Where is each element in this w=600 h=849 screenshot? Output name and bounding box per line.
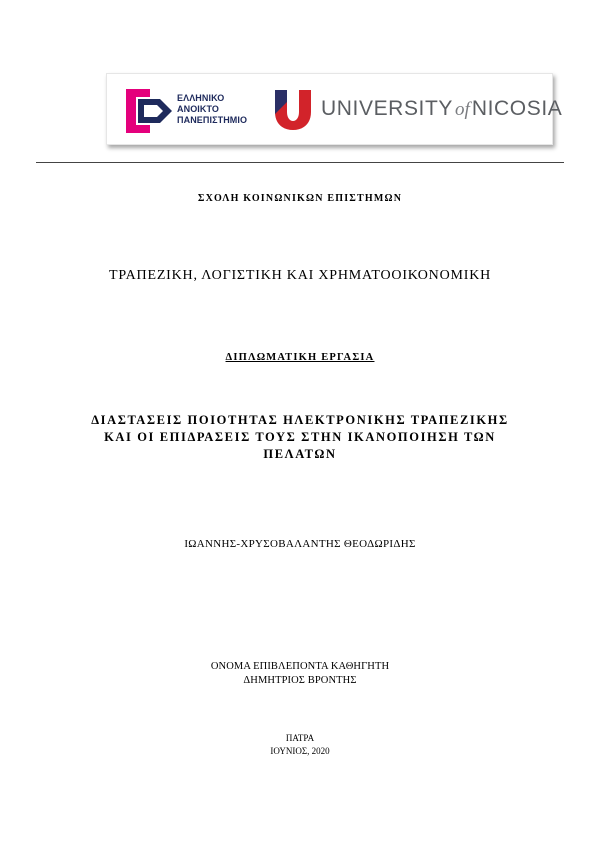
eap-line-1: ΕΛΛΗΝΙΚΟ (177, 93, 225, 103)
supervisor-name: ΔΗΜΗΤΡΙΟΣ ΒΡΟΝΤΗΣ (243, 675, 357, 686)
supervisor-block (0, 660, 600, 688)
unic-shield-icon (273, 88, 313, 132)
place: ΠΑΤΡΑ (285, 733, 315, 743)
program-name: ΤΡΑΠΕΖΙΚΗ, ΛΟΓΙΣΤΙΚΗ ΚΑΙ ΧΡΗΜΑΤΟΟΙΚΟΝΟΜΙΚΗ (108, 268, 492, 283)
eap-logo-icon (124, 85, 174, 135)
eap-line-3: ΠΑΝΕΠΙΣΤΗΜΙΟ (177, 115, 248, 125)
header-divider (36, 162, 564, 163)
thesis-title (0, 412, 600, 463)
thesis-title-line-1: ΔΙΑΣΤΑΣΕΙΣ ΠΟΙΟΤΗΤΑΣ ΗΛΕΚΤΡΟΝΙΚΗΣ ΤΡΑΠΕΖΙΚΗΣ (91, 413, 509, 427)
author-name: ΙΩΑΝΝΗΣ-ΧΡΥΣΟΒΑΛΑΝΤΗΣ ΘΕΟΔΩΡΙΔΗΣ (184, 538, 416, 550)
eap-logo-text (177, 93, 247, 126)
unic-word-university: UNIVERSITY (321, 97, 454, 120)
logo-banner (106, 73, 563, 145)
unic-logo-text (321, 97, 562, 121)
thesis-title-line-3: ΠΕΛΑΤΩΝ (263, 447, 337, 461)
supervisor-label: ΟΝΟΜΑ ΕΠΙΒΛΕΠΟΝΤΑ ΚΑΘΗΓΗΤΗ (210, 661, 390, 672)
date: ΙΟΥΝΙΟΣ, 2020 (270, 746, 330, 756)
unic-word-of: of (455, 99, 470, 120)
place-date-block (0, 732, 600, 758)
school-name: ΣΧΟΛΗ ΚΟΙΝΩΝΙΚΩΝ ΕΠΙΣΤΗΜΩΝ (197, 193, 403, 204)
thesis-title-line-2: ΚΑΙ ΟΙ ΕΠΙΔΡΑΣΕΙΣ ΤΟΥΣ ΣΤΗΝ ΙΚΑΝΟΠΟΙΗΣΗ ΤΩΝ (104, 430, 496, 444)
eap-line-2: ΑΝΟΙΚΤΟ (177, 104, 220, 114)
thesis-type-label: ΔΙΠΛΩΜΑΤΙΚΗ ΕΡΓΑΣΙΑ (225, 352, 375, 363)
thesis-type (0, 352, 600, 363)
unic-word-nicosia: NICOSIA (471, 97, 563, 120)
